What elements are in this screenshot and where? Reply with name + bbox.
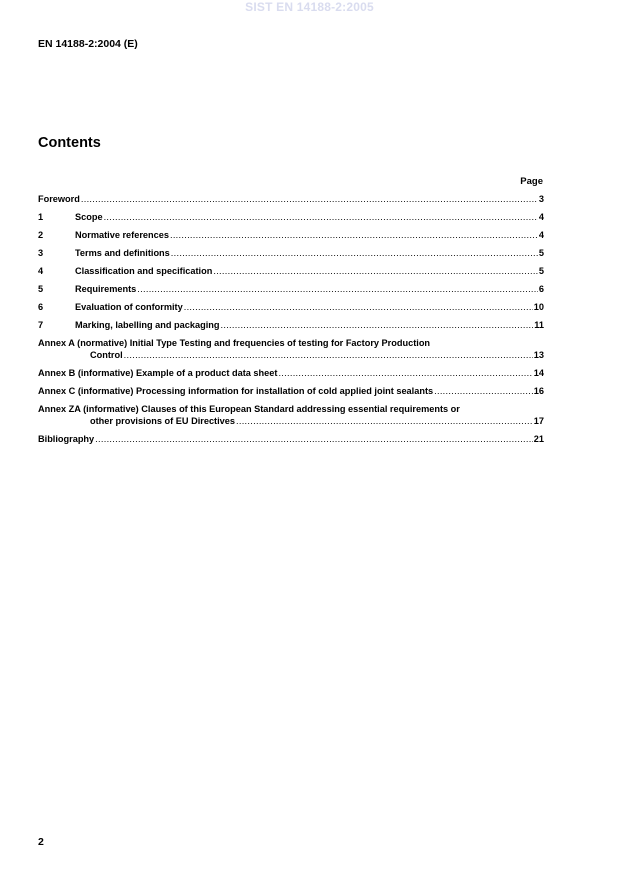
toc-entry-title: Scope [75,212,103,222]
dot-leader [434,385,533,397]
toc-entry-page: 10 [533,302,544,312]
toc-entry-title: Annex A (normative) Initial Type Testing and frequencies of testing for Factory Production [38,338,431,348]
toc-entry-page: 4 [538,212,544,222]
page-number: 2 [38,836,44,848]
dot-leader [236,415,533,427]
table-of-contents [38,193,544,451]
dot-leader [95,433,533,445]
toc-entry-number: 6 [38,302,44,312]
toc-entry-number: 3 [38,248,44,258]
dot-leader [220,319,533,331]
page-column-label: Page [520,176,543,187]
toc-entry-annex-a[interactable] [38,337,544,361]
dot-leader [213,265,538,277]
toc-entry-classification[interactable] [38,265,544,277]
toc-entry-bibliography[interactable] [38,433,544,445]
toc-entry-page: 16 [533,386,544,396]
toc-entry-title: Requirements [75,284,137,294]
toc-entry-foreword[interactable] [38,193,544,205]
toc-entry-terms-and-definitions[interactable] [38,247,544,259]
dot-leader [124,349,533,361]
watermark: SIST EN 14188-2:2005 [245,0,374,14]
toc-entry-number: 5 [38,284,44,294]
toc-entry-title: Annex C (informative) Processing information for installation of cold applied joint sealants [38,386,434,396]
toc-entry-title: Bibliography [38,434,95,444]
toc-entry-title-continued: other provisions of EU Directives [90,416,235,426]
toc-entry-page: 5 [538,266,544,276]
toc-entry-title: Annex ZA (informative) Clauses of this European Standard addressing essential requirements or [38,404,460,414]
toc-entry-title: Terms and definitions [75,248,170,258]
toc-entry-evaluation-of-conformity[interactable] [38,301,544,313]
dot-leader [171,247,538,259]
toc-entry-number: 4 [38,266,44,276]
toc-entry-title: Classification and specification [75,266,213,276]
toc-entry-title: Marking, labelling and packaging [75,320,220,330]
toc-entry-page: 13 [533,350,544,360]
toc-entry-title-continued: Control [90,350,123,360]
toc-entry-annex-b[interactable] [38,367,544,379]
toc-entry-title: Normative references [75,230,169,240]
dot-leader [104,211,538,223]
toc-entry-page: 11 [534,320,544,330]
dot-leader [184,301,533,313]
toc-entry-annex-c[interactable] [38,385,544,397]
toc-entry-page: 21 [533,434,544,444]
toc-entry-number: 1 [38,212,44,222]
toc-entry-page: 14 [533,368,544,378]
dot-leader [170,229,538,241]
toc-entry-title: Evaluation of conformity [75,302,183,312]
toc-entry-page: 5 [538,248,544,258]
toc-entry-page: 6 [538,284,544,294]
toc-entry-page: 3 [538,194,544,204]
toc-entry-number: 7 [38,320,44,330]
toc-entry-title: Annex B (informative) Example of a product data sheet [38,368,278,378]
dot-leader [137,283,538,295]
dot-leader [81,193,538,205]
toc-entry-scope[interactable] [38,211,544,223]
contents-title: Contents [38,135,101,151]
toc-entry-page: 17 [533,416,544,426]
toc-entry-annex-za[interactable] [38,403,544,427]
toc-entry-page: 4 [538,230,544,240]
toc-entry-normative-references[interactable] [38,229,544,241]
dot-leader [278,367,532,379]
toc-entry-requirements[interactable] [38,283,544,295]
toc-entry-number: 2 [38,230,44,240]
toc-entry-title: Foreword [38,194,80,204]
document-id: EN 14188-2:2004 (E) [38,38,138,50]
toc-entry-marking[interactable] [38,319,544,331]
